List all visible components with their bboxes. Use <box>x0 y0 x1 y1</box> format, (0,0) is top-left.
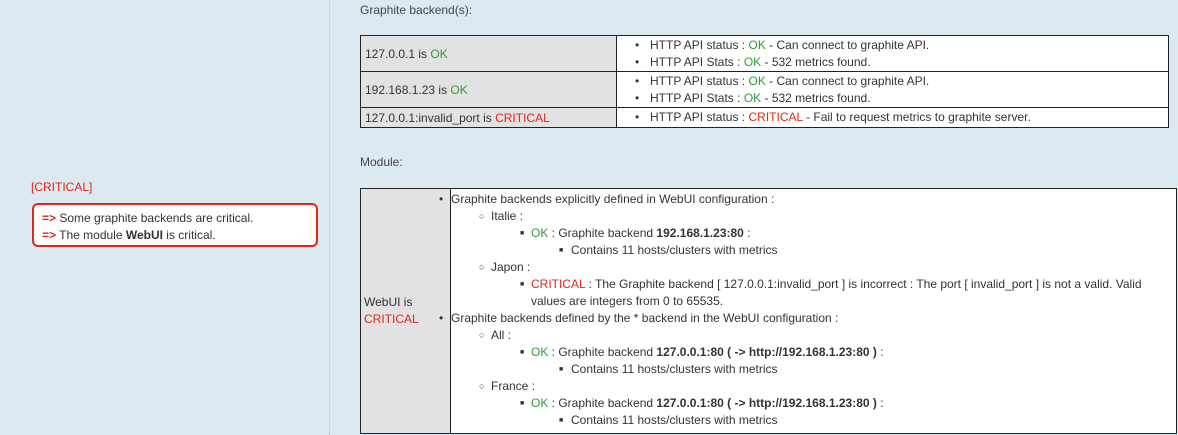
list-item: ■ Contains 11 hosts/clusters with metrics <box>329 412 1176 429</box>
list-item: ○ France : <box>329 378 1176 395</box>
list-item: ■ CRITICAL : The Graphite backend [ 127.0.0.1:invalid_port ] is incorrect : The port [ invalid_port ] is not a valid. Valid values are integers from 0 to 65535. <box>329 276 1176 310</box>
table-row <box>361 36 1169 72</box>
list-item: ■ OK : Graphite backend 127.0.0.1:80 ( -> http://192.168.1.23:80 ) : <box>329 395 1176 412</box>
module-name: WebUI is CRITICAL <box>361 189 451 434</box>
list-item: ○ Italie : <box>329 208 1176 225</box>
arrow-icon: => <box>42 228 57 242</box>
backend-info <box>617 36 1169 72</box>
list-item: ■ Contains 11 hosts/clusters with metrics <box>329 242 1176 259</box>
list-item: ■ OK : Graphite backend 192.168.1.23:80 : <box>329 225 1176 242</box>
list-item: ■ Contains 11 hosts/clusters with metrics <box>329 361 1176 378</box>
module-tree <box>451 189 1177 434</box>
backend-info <box>617 72 1169 108</box>
list-item: • HTTP API status : OK - Can connect to graphite API. <box>635 73 1168 90</box>
backend-info <box>617 108 1169 128</box>
table-row <box>361 72 1169 108</box>
list-item: ○ Japon : <box>329 259 1176 276</box>
arrow-icon: => <box>42 211 57 225</box>
backend-name: 127.0.0.1:invalid_port is CRITICAL <box>361 108 617 128</box>
module-table <box>360 188 1177 434</box>
alert-line-2: => The module WebUI is critical. <box>42 228 216 242</box>
backends-title: Graphite backend(s): <box>360 3 473 17</box>
backend-name: 127.0.0.1 is OK <box>361 36 617 72</box>
backend-name: 192.168.1.23 is OK <box>361 72 617 108</box>
module-title: Module: <box>360 155 403 169</box>
alert-box <box>32 203 318 247</box>
table-row <box>361 189 1177 434</box>
list-item: • HTTP API Stats : OK - 532 metrics found. <box>635 54 1168 71</box>
list-item: ○ All : <box>329 327 1176 344</box>
list-item: • HTTP API status : CRITICAL - Fail to request metrics to graphite server. <box>635 109 1168 126</box>
list-item: • Graphite backends defined by the * backend in the WebUI configuration : <box>329 310 1176 327</box>
backends-table <box>360 35 1169 128</box>
table-row <box>361 108 1169 128</box>
alert-line-1: => Some graphite backends are critical. <box>42 211 254 225</box>
list-item: • HTTP API Stats : OK - 532 metrics found. <box>635 90 1168 107</box>
overall-status: [CRITICAL] <box>31 180 93 194</box>
list-item: ■ OK : Graphite backend 127.0.0.1:80 ( -> http://192.168.1.23:80 ) : <box>329 344 1176 361</box>
list-item: • Graphite backends explicitly defined in WebUI configuration : <box>329 191 1176 208</box>
list-item: • HTTP API status : OK - Can connect to graphite API. <box>635 37 1168 54</box>
